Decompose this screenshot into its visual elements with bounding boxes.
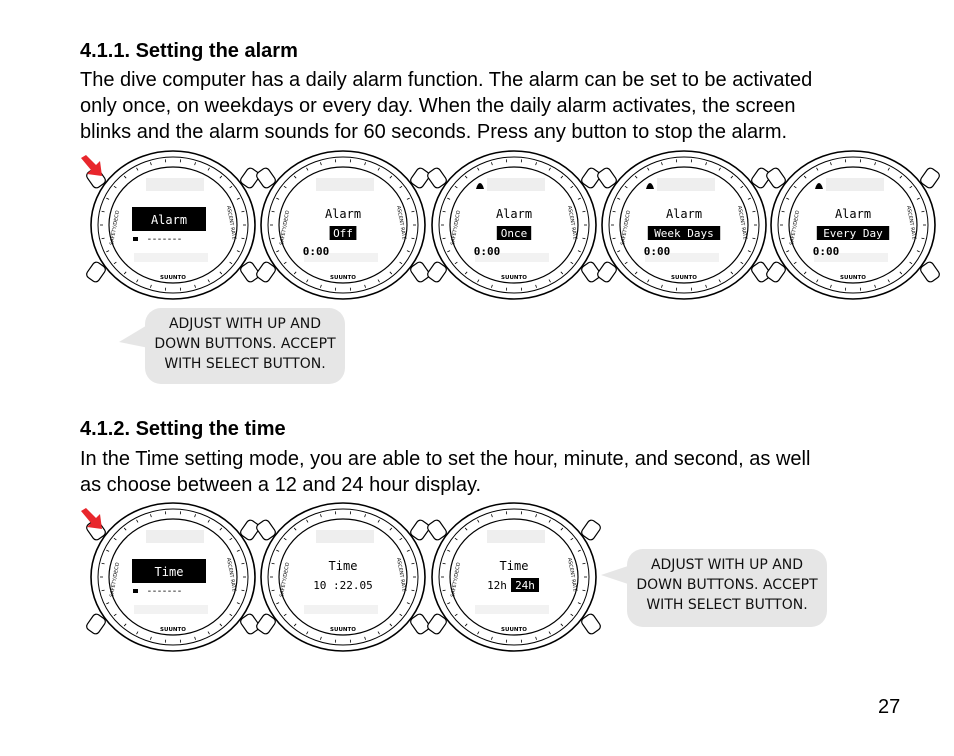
segment-ghost xyxy=(146,178,204,191)
red-arrow-icon xyxy=(78,505,106,533)
alarm-line-1: The dive computer has a daily alarm function. The alarm can be set to be activated xyxy=(80,69,813,91)
menu-title: Time xyxy=(499,559,529,573)
dive-watch xyxy=(597,148,771,302)
brand-logo: SUUNTO xyxy=(330,627,356,633)
alarm-paragraph xyxy=(80,67,914,145)
segment-ghost xyxy=(146,530,204,543)
bezel-label-left: SAFETY/DECO xyxy=(789,210,802,246)
bezel-label-right: ASCENT RATE xyxy=(225,557,237,593)
menu-value: Week Days xyxy=(654,227,714,240)
time-readout: 0:00 xyxy=(302,245,330,258)
brand-logo: SUUNTO xyxy=(160,275,186,281)
segment-ghost xyxy=(304,605,378,614)
segment-ghost xyxy=(487,530,545,543)
red-arrow-icon xyxy=(78,152,106,180)
menu-title: Alarm xyxy=(665,207,703,221)
bezel-label-right: ASCENT RATE xyxy=(905,205,917,241)
menu-title: Alarm xyxy=(495,207,533,221)
time-hint-text: ADJUST WITH UP AND DOWN BUTTONS. ACCEPT WITH SELECT BUTTON. xyxy=(636,557,818,613)
bezel-label-right: ASCENT RATE xyxy=(736,205,748,241)
menu-title: Alarm xyxy=(834,207,872,221)
time-readout: 0:00 xyxy=(473,245,501,258)
alarm-hint-bubble xyxy=(145,308,345,384)
bezel-label-right: ASCENT RATE xyxy=(395,205,407,241)
alarm-heading: 4.1.1. Setting the alarm xyxy=(80,40,298,62)
menu-title: Time xyxy=(328,559,358,573)
dive-watch xyxy=(766,148,940,302)
watch-body xyxy=(426,503,602,651)
cursor-block xyxy=(133,237,138,241)
segment-ghost xyxy=(657,178,715,191)
time-readout: 0:00 xyxy=(812,245,840,258)
time-line-2: as choose between a 12 and 24 hour display. xyxy=(80,474,482,496)
bezel-label-right: ASCENT RATE xyxy=(566,205,578,241)
watch-body xyxy=(255,503,431,651)
watch-body xyxy=(255,151,431,299)
segment-ghost xyxy=(475,605,549,614)
dive-watch xyxy=(86,148,260,302)
dive-watch xyxy=(86,500,260,654)
segment-ghost xyxy=(826,178,884,191)
bubble-tail xyxy=(119,322,149,352)
page-number: 27 xyxy=(878,696,901,718)
menu-value: Once xyxy=(500,227,528,240)
bezel-label-right: ASCENT RATE xyxy=(225,205,237,241)
menu-dashes: ------- xyxy=(146,234,182,245)
brand-logo: SUUNTO xyxy=(501,627,527,633)
bezel-label-right: ASCENT RATE xyxy=(395,557,407,593)
dive-watch xyxy=(256,148,430,302)
arrow-shape xyxy=(81,508,102,529)
watch-body xyxy=(765,151,941,299)
watch-body xyxy=(596,151,772,299)
menu-value-selected: 24h xyxy=(515,579,535,592)
time-hint-bubble xyxy=(627,549,827,627)
menu-value: 10 :22.05 xyxy=(313,579,373,592)
brand-logo: SUUNTO xyxy=(330,275,356,281)
brand-logo: SUUNTO xyxy=(160,627,186,633)
dive-watch xyxy=(427,148,601,302)
segment-ghost xyxy=(487,178,545,191)
time-readout: 0:00 xyxy=(643,245,671,258)
menu-title: Time xyxy=(154,565,184,579)
watch-body xyxy=(85,503,261,651)
arrow-shape xyxy=(81,155,102,176)
segment-ghost xyxy=(134,605,208,614)
bezel-label-left: SAFETY/DECO xyxy=(279,562,292,598)
segment-ghost xyxy=(316,530,374,543)
menu-dashes: ------- xyxy=(146,586,182,597)
segment-ghost xyxy=(316,178,374,191)
menu-value: Off xyxy=(333,227,353,240)
dive-watch xyxy=(256,500,430,654)
brand-logo: SUUNTO xyxy=(840,275,866,281)
menu-value: Every Day xyxy=(823,227,883,240)
bezel-label-left: SAFETY/DECO xyxy=(450,210,463,246)
menu-title: Alarm xyxy=(150,213,188,227)
alarm-line-2: only once, on weekdays or every day. When the daily alarm activates, the screen xyxy=(80,95,796,117)
brand-logo: SUUNTO xyxy=(501,275,527,281)
segment-ghost xyxy=(134,253,208,262)
bubble-tail xyxy=(601,561,631,591)
bezel-label-left: SAFETY/DECO xyxy=(279,210,292,246)
bezel-label-left: SAFETY/DECO xyxy=(109,562,122,598)
alarm-hint-text: ADJUST WITH UP AND DOWN BUTTONS. ACCEPT WITH SELECT BUTTON. xyxy=(154,316,336,372)
time-paragraph xyxy=(80,446,914,498)
bezel-label-left: SAFETY/DECO xyxy=(109,210,122,246)
bezel-label-left: SAFETY/DECO xyxy=(620,210,633,246)
menu-value: 12h xyxy=(487,579,507,592)
menu-title: Alarm xyxy=(324,207,362,221)
bezel-label-right: ASCENT RATE xyxy=(566,557,578,593)
dive-watch xyxy=(427,500,601,654)
bezel-label-left: SAFETY/DECO xyxy=(450,562,463,598)
time-line-1: In the Time setting mode, you are able to set the hour, minute, and second, as well xyxy=(80,448,811,470)
cursor-block xyxy=(133,589,138,593)
alarm-line-3: blinks and the alarm sounds for 60 seconds. Press any button to stop the alarm. xyxy=(80,121,788,143)
brand-logo: SUUNTO xyxy=(671,275,697,281)
time-heading: 4.1.2. Setting the time xyxy=(80,418,286,440)
watch-body xyxy=(426,151,602,299)
watch-body xyxy=(85,151,261,299)
